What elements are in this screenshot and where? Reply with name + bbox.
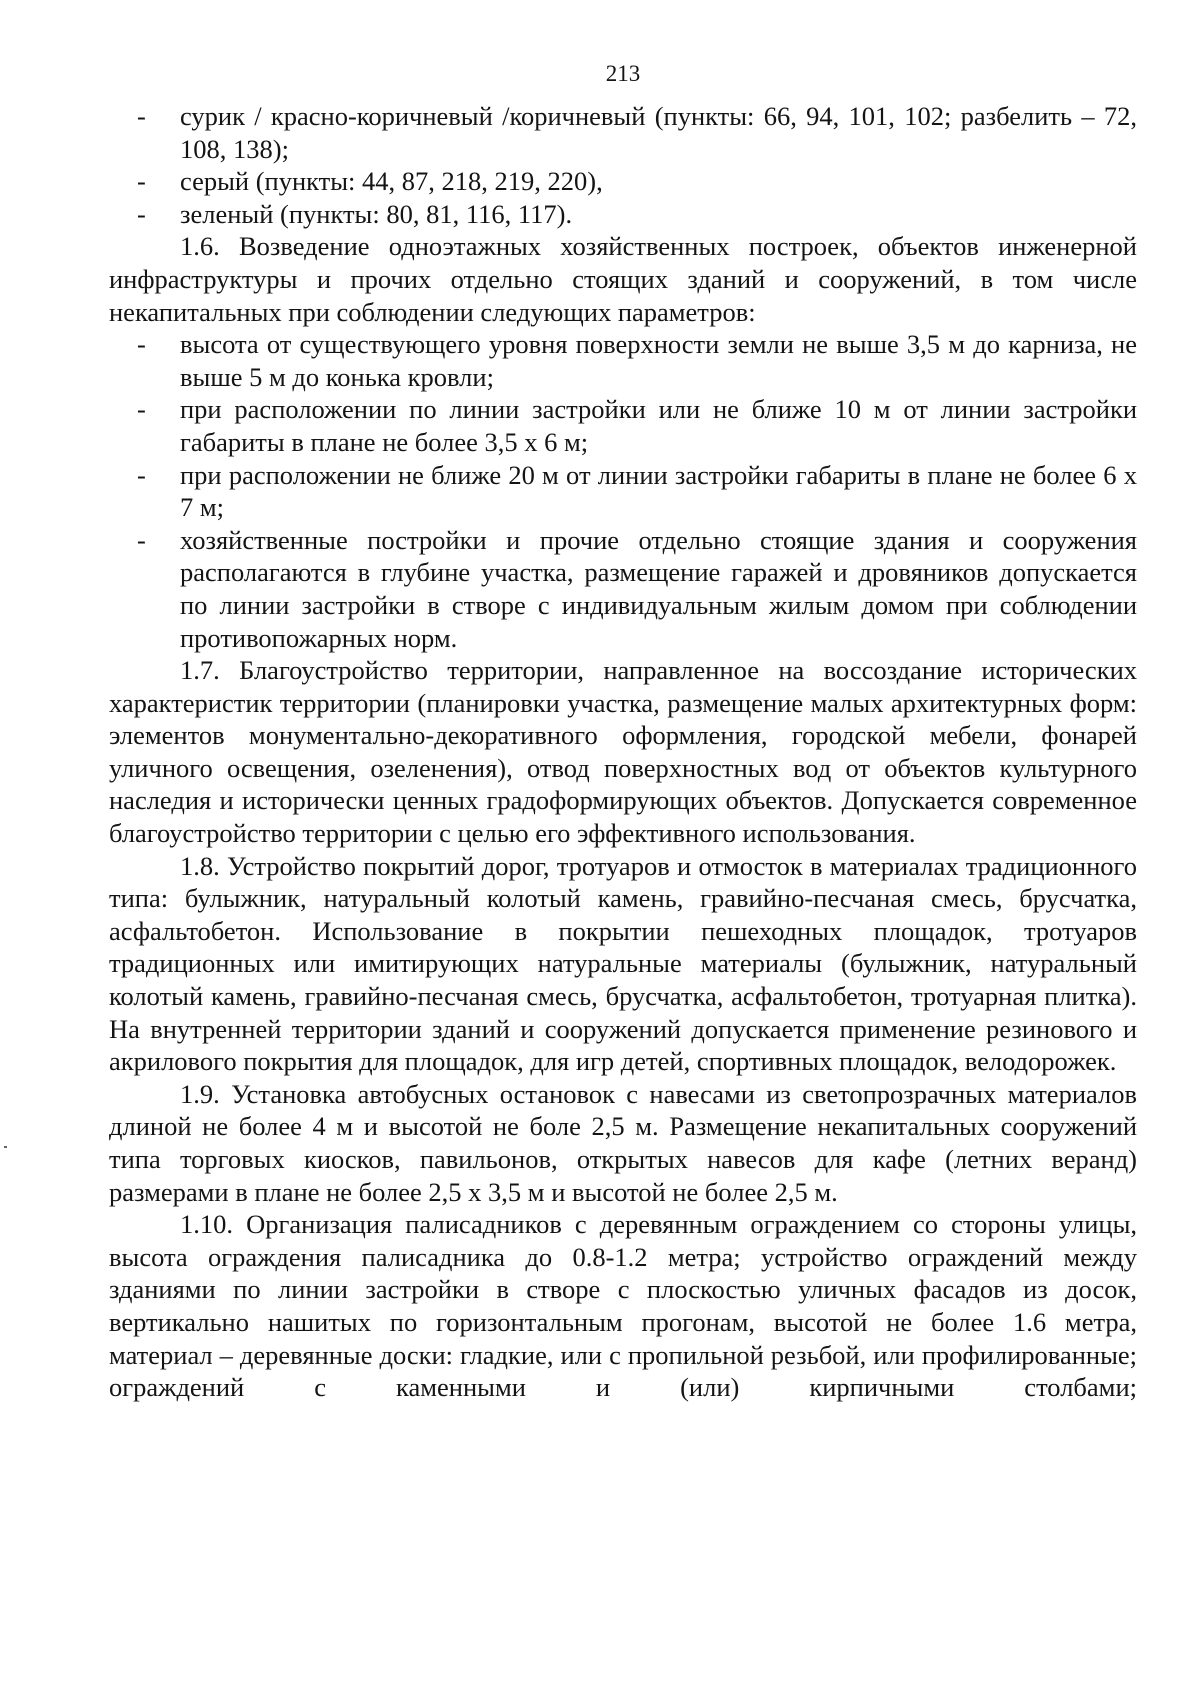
list-item: - высота от существующего уровня поверхности земли не выше 3,5 м до карниза, не выше 5 м до конька кровли; (109, 328, 1137, 393)
document-page (109, 58, 1137, 1404)
document-body (109, 100, 1137, 1404)
list-item: - при расположении по линии застройки или не ближе 10 м от линии застройки габариты в плане не более 3,5 х 6 м; (109, 393, 1137, 458)
page-number: 213 (605, 61, 641, 86)
paragraph-1-8: 1.8. Устройство покрытий дорог, тротуаров и отмосток в материалах традиционного типа: булыжник, натуральный колотый камень, гравийно-песчаная смесь, брусчатка, асфальтобетон. Использование в покрытии пешеходных площадок, тротуаров традиционных или имитирующих натуральные материалы (булыжник, натуральный колотый камень, гравийно-песчаная смесь, брусчатка, асфальтобетон, тротуарная плитка). На внутренней территории зданий и сооружений допускается применение резинового и акрилового покрытия для площадок, для игр детей, спортивных площадок, велодорожек. (109, 850, 1137, 1077)
scan-edge-mark (4, 1146, 7, 1148)
paragraph-1-6: 1.6. Возведение одноэтажных хозяйственных построек, объектов инженерной инфраструктуры и прочих отдельно стоящих зданий и сооружений, в том числе некапитальных при соблюдении следующих параметров: (109, 231, 1137, 327)
color-list (109, 100, 1137, 230)
list-item: - при расположении не ближе 20 м от линии застройки габариты в плане не более 6 х 7 м; (109, 459, 1137, 524)
paragraph-1-10: 1.10. Организация палисадников с деревянным ограждением со стороны улицы, высота ограждения палисадника до 0.8-1.2 метра; устройство ограждений между зданиями по линии застройки в створе с плоскостью уличных фасадов из досок, вертикально нашитых по горизонтальным прогонам, высотой не более 1.6 метра, материал – деревянные доски: гладкие, или с пропильной резьбой, или профилированные; ограждений с каменными и (или) кирпичными столбами; (109, 1209, 1137, 1403)
paragraph-1-7: 1.7. Благоустройство территории, направленное на воссоздание исторических характеристик территории (планировки участка, размещение малых архитектурных форм: элементов монументально-декоративного оформления, городской мебели, фонарей уличного освещения, озеленения), отвод поверхностных вод от объектов культурного наследия и исторически ценных градоформирующих объектов. Допускается современное благоустройство территории с целью его эффективного использования. (109, 655, 1137, 849)
paragraph-1-9: 1.9. Установка автобусных остановок с навесами из светопрозрачных материалов длиной не более 4 м и высотой не боле 2,5 м. Размещение некапитальных сооружений типа торговых киосков, павильонов, открытых навесов для кафе (летних веранд) размерами в плане не более 2,5 х 3,5 м и высотой не более 2,5 м. (109, 1078, 1137, 1207)
list-item: - серый (пункты: 44, 87, 218, 219, 220), (109, 165, 1137, 198)
list-item: - сурик / красно-коричневый /коричневый (пункты: 66, 94, 101, 102; разбелить – 72, 108, 138); (109, 100, 1137, 165)
list-item: - хозяйственные постройки и прочие отдельно стоящие здания и сооружения располагаются в глубине участка, размещение гаражей и дровяников допускается по линии застройки в створе с индивидуальным жилым домом при соблюдении противопожарных норм. (109, 524, 1137, 654)
list-item: - зеленый (пункты: 80, 81, 116, 117). (109, 198, 1137, 231)
parameters-list (109, 328, 1137, 654)
